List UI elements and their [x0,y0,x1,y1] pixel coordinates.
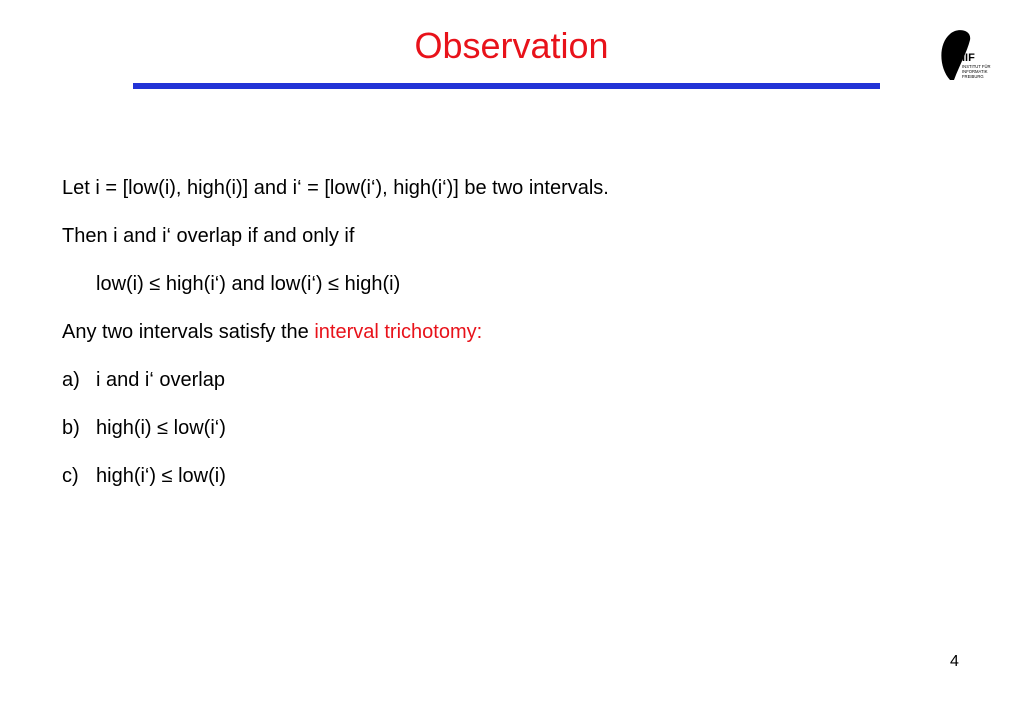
title-underline [133,83,880,89]
iif-logo-icon [936,28,992,84]
overlap-condition-line: low(i) ≤ high(i‘) and low(i‘) ≤ high(i) [96,273,401,295]
case-b-text: high(i) ≤ low(i‘) [96,417,226,439]
definition-line: Let i = [low(i), high(i)] and i‘ = [low(i‘), high(i‘)] be two intervals. [62,177,609,199]
logo-text-line2: INSTITUT FÜR [962,64,991,69]
case-c-text: high(i‘) ≤ low(i) [96,465,226,487]
trichotomy-highlight: interval trichotomy: [314,321,483,343]
case-c-label: c) [62,465,79,487]
logo-text-iif: IIF [962,52,975,64]
trichotomy-line [62,320,482,344]
slide-title: Observation [414,25,609,66]
logo-text-line3: INFORMATIK [962,69,988,74]
condition-intro-line: Then i and i‘ overlap if and only if [62,225,355,247]
case-b-label: b) [62,417,80,439]
case-a-label: a) [62,369,80,391]
trichotomy-prefix: Any two intervals satisfy the [62,321,315,343]
logo-text-line4: FREIBURG [962,74,984,79]
page-number: 4 [950,653,959,670]
case-a-text: i and i‘ overlap [96,369,225,391]
